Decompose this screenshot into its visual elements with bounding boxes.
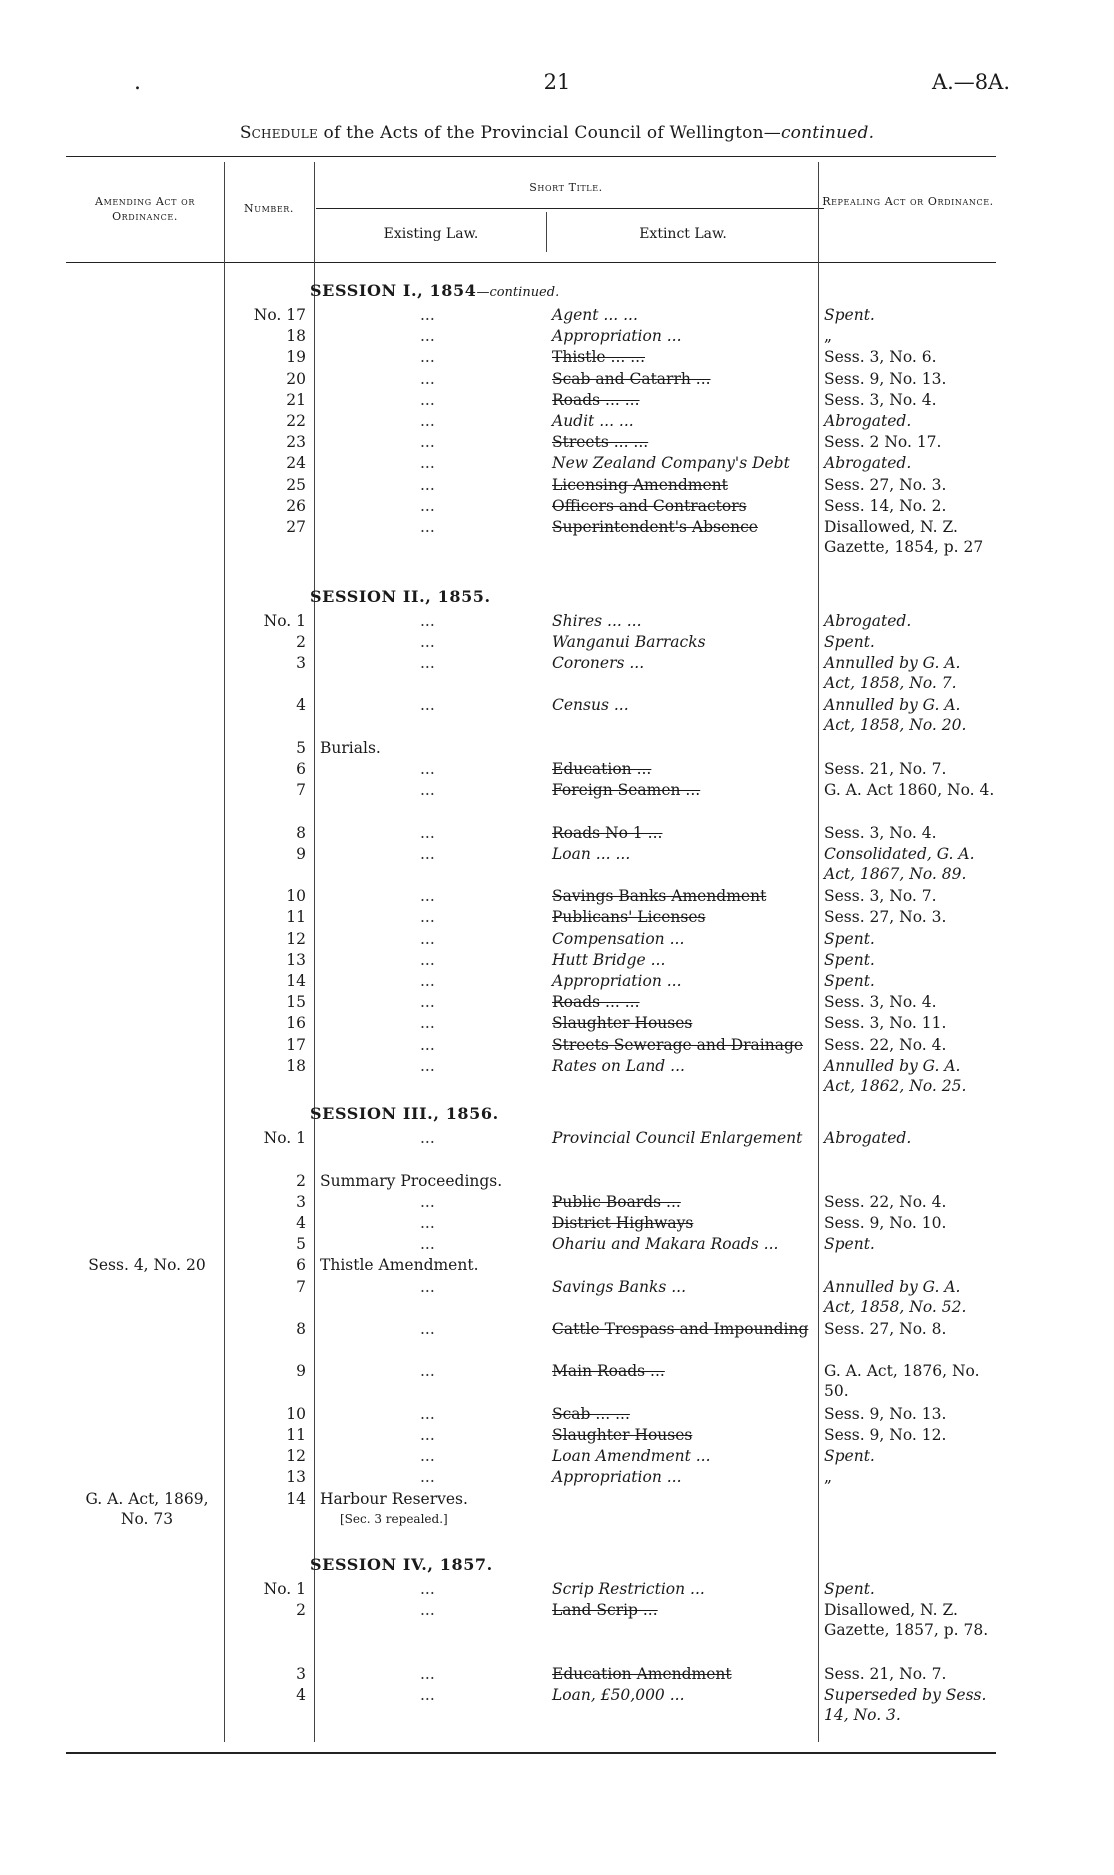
table-row xyxy=(0,347,1114,367)
col-header-repealing: Repealing Act or Ordinance. xyxy=(822,195,994,208)
table-row xyxy=(0,1056,1114,1095)
existing-law-note: [Sec. 3 repealed.] xyxy=(340,1511,448,1526)
existing-law-placeholder: ... xyxy=(420,327,435,346)
table-row xyxy=(0,1489,1114,1528)
extinct-law: Public Boards ... xyxy=(552,1192,681,1211)
act-number: 2 xyxy=(296,632,306,651)
session-heading xyxy=(310,281,830,300)
table-row xyxy=(0,611,1114,631)
table-row xyxy=(0,1467,1114,1487)
extinct-law: Superintendent's Absence xyxy=(552,518,758,536)
extinct-law: Coroners ... xyxy=(552,654,645,672)
extinct-law: Compensation ... xyxy=(552,929,685,948)
table-row xyxy=(0,369,1114,389)
table-row xyxy=(0,326,1114,346)
act-number: 3 xyxy=(296,1192,306,1211)
repealing-act: Sess. 27, No. 8. xyxy=(824,1320,947,1338)
extinct-law: Slaughter Houses xyxy=(552,1426,693,1444)
table-row xyxy=(0,1213,1114,1233)
table-row xyxy=(0,411,1114,431)
table-row xyxy=(0,950,1114,970)
amending-act: Sess. 4, No. 20 xyxy=(88,1256,206,1275)
act-number: 27 xyxy=(286,518,306,536)
table-top-rule xyxy=(66,156,996,157)
extinct-law: Foreign Seamen ... xyxy=(552,781,701,800)
act-number: 4 xyxy=(296,696,306,715)
table-row xyxy=(0,759,1114,779)
table-row xyxy=(0,844,1114,883)
extinct-law: Cattle Trespass and Impounding xyxy=(552,1320,809,1338)
table-row xyxy=(0,1255,1114,1275)
act-number: 17 xyxy=(286,1035,306,1054)
existing-law-placeholder: ... xyxy=(420,454,435,473)
act-number: 12 xyxy=(286,929,306,948)
repealing-act: Spent. xyxy=(824,929,875,948)
table-row xyxy=(0,1192,1114,1212)
act-number: 13 xyxy=(286,950,306,969)
existing-law-placeholder: ... xyxy=(420,369,435,388)
table-row xyxy=(0,517,1114,556)
table-row xyxy=(0,390,1114,410)
table-row xyxy=(0,305,1114,325)
existing-law-placeholder: ... xyxy=(420,1580,435,1598)
existing-law-placeholder: ... xyxy=(420,1235,435,1254)
table-row xyxy=(0,1579,1114,1599)
table-row xyxy=(0,632,1114,652)
existing-law-placeholder: ... xyxy=(420,1404,435,1423)
extinct-law: New Zealand Company's Debt xyxy=(552,454,790,473)
extinct-law: Roads ... ... xyxy=(552,390,640,409)
repealing-act: Annulled by G. A. Act, 1862, No. 25. xyxy=(824,1056,967,1095)
existing-law-placeholder: ... xyxy=(420,929,435,948)
existing-law-placeholder: ... xyxy=(420,412,435,430)
table-row xyxy=(0,1425,1114,1445)
existing-law-placeholder: ... xyxy=(420,475,435,494)
act-number: 8 xyxy=(296,823,306,842)
existing-law-placeholder: ... xyxy=(420,1320,435,1338)
act-number: 26 xyxy=(286,496,306,515)
repealing-act: Spent. xyxy=(824,632,875,651)
extinct-law: Scab and Catarrh ... xyxy=(552,369,711,388)
act-number: No. 1 xyxy=(263,1129,306,1148)
repealing-act: „ xyxy=(824,1468,833,1487)
title-main: of the Acts of the Provincial Council of Wellington— xyxy=(317,123,781,143)
act-number: 7 xyxy=(296,781,306,800)
repealing-act: Spent. xyxy=(824,306,875,324)
act-number: 3 xyxy=(296,654,306,672)
extinct-law: District Highways xyxy=(552,1214,694,1232)
repealing-act: Sess. 9, No. 13. xyxy=(824,1404,947,1423)
extinct-law: Loan Amendment ... xyxy=(552,1447,711,1466)
act-number: 16 xyxy=(286,1014,306,1033)
act-number: 18 xyxy=(286,1056,306,1075)
repealing-act: Sess. 21, No. 7. xyxy=(824,760,947,778)
table-row xyxy=(0,1404,1114,1424)
existing-law-placeholder: ... xyxy=(420,518,435,536)
extinct-law: Licensing Amendment xyxy=(552,475,728,494)
act-number: 2 xyxy=(296,1171,306,1190)
repealing-act: Sess. 3, No. 7. xyxy=(824,887,937,906)
table-row xyxy=(0,1685,1114,1724)
act-number: 11 xyxy=(286,1426,306,1444)
repealing-act: Sess. 9, No. 13. xyxy=(824,369,947,388)
table-row xyxy=(0,653,1114,692)
existing-law-placeholder: ... xyxy=(420,908,435,927)
repealing-act: Sess. 3, No. 6. xyxy=(824,348,937,367)
table-row xyxy=(0,907,1114,927)
act-number: 8 xyxy=(296,1320,306,1338)
extinct-law: Roads ... ... xyxy=(552,993,640,1012)
act-number: No. 17 xyxy=(253,306,306,324)
existing-law-placeholder: ... xyxy=(420,306,435,324)
act-number: 23 xyxy=(286,433,306,452)
act-number: 22 xyxy=(286,412,306,430)
existing-law-placeholder: ... xyxy=(420,632,435,651)
extinct-law: Land Scrip ... xyxy=(552,1601,658,1620)
act-number: 4 xyxy=(296,1214,306,1232)
existing-law-placeholder: ... xyxy=(420,844,435,863)
existing-law-placeholder: ... xyxy=(420,1447,435,1466)
extinct-law: Education ... xyxy=(552,760,652,778)
extinct-law: Streets ... ... xyxy=(552,433,649,452)
table-row xyxy=(0,971,1114,991)
existing-law-placeholder: ... xyxy=(420,823,435,842)
existing-law-placeholder: ... xyxy=(420,950,435,969)
table-row xyxy=(0,823,1114,843)
repealing-act: Sess. 9, No. 10. xyxy=(824,1214,947,1232)
table-row xyxy=(0,1600,1114,1640)
existing-law-placeholder: ... xyxy=(420,972,435,990)
existing-law-placeholder: ... xyxy=(420,1214,435,1232)
extinct-law: Slaughter Houses xyxy=(552,1014,693,1033)
table-row xyxy=(0,886,1114,906)
header-bottom-rule xyxy=(66,262,996,263)
existing-law-placeholder: ... xyxy=(420,887,435,906)
table-row xyxy=(0,929,1114,949)
act-number: No. 1 xyxy=(263,1580,306,1598)
session-continued: —continued. xyxy=(476,285,560,300)
act-number: 5 xyxy=(296,738,306,757)
act-number: 21 xyxy=(286,390,306,409)
repealing-act: Sess. 22, No. 4. xyxy=(824,1035,947,1054)
existing-law-placeholder: ... xyxy=(420,1192,435,1211)
repealing-act: Abrogated. xyxy=(824,454,912,473)
document-code: A.—8A. xyxy=(931,70,1010,94)
existing-law-placeholder: ... xyxy=(420,1035,435,1054)
act-number: 7 xyxy=(296,1277,306,1296)
act-number: 2 xyxy=(296,1601,306,1620)
repealing-act: Spent. xyxy=(824,1580,875,1598)
act-number: 10 xyxy=(286,1404,306,1423)
existing-law-placeholder: ... xyxy=(420,760,435,778)
repealing-act: Abrogated. xyxy=(824,1129,912,1148)
table-row xyxy=(0,695,1114,735)
table-row xyxy=(0,1035,1114,1055)
existing-law-placeholder: ... xyxy=(420,1277,435,1296)
repealing-act: Abrogated. xyxy=(824,611,912,630)
table-row xyxy=(0,1319,1114,1339)
repealing-act: Sess. 2 No. 17. xyxy=(824,433,942,452)
repealing-act: Sess. 9, No. 12. xyxy=(824,1426,947,1444)
act-number: 11 xyxy=(286,908,306,927)
act-number: 6 xyxy=(296,760,306,778)
existing-law-placeholder: ... xyxy=(420,1686,435,1704)
existing-law-placeholder: ... xyxy=(420,654,435,672)
act-number: 10 xyxy=(286,887,306,906)
existing-law: Harbour Reserves. xyxy=(320,1489,468,1508)
extinct-law: Ohariu and Makara Roads ... xyxy=(552,1235,779,1254)
repealing-act: Sess. 3, No. 4. xyxy=(824,993,937,1012)
col-header-amending: Amending Act or Ordinance. xyxy=(95,195,195,223)
repealing-act: Disallowed, N. Z. Gazette, 1857, p. 78. xyxy=(824,1601,989,1640)
extinct-law: Scab ... ... xyxy=(552,1404,630,1423)
act-number: 18 xyxy=(286,327,306,346)
header-dot: . xyxy=(134,70,141,95)
act-number: 13 xyxy=(286,1468,306,1487)
act-number: 14 xyxy=(286,972,306,990)
repealing-act: Sess. 27, No. 3. xyxy=(824,908,947,927)
existing-law-placeholder: ... xyxy=(420,433,435,452)
act-number: 24 xyxy=(286,454,306,473)
col-header-extinct: Extinct Law. xyxy=(639,226,727,242)
act-number: 19 xyxy=(286,348,306,367)
existing-law-placeholder: ... xyxy=(420,1468,435,1487)
table-row xyxy=(0,453,1114,473)
existing-law: Thistle Amendment. xyxy=(320,1256,479,1275)
repealing-act: Spent. xyxy=(824,950,875,969)
table-row xyxy=(0,496,1114,516)
table-row xyxy=(0,1234,1114,1254)
extinct-law: Hutt Bridge ... xyxy=(552,950,666,969)
extinct-law: Wanganui Barracks xyxy=(552,632,706,651)
extinct-law: Publicans' Licenses xyxy=(552,908,706,927)
repealing-act: Sess. 3, No. 4. xyxy=(824,390,937,409)
act-number: 9 xyxy=(296,1362,306,1381)
session-title: SESSION II., 1855. xyxy=(310,586,491,606)
extinct-law: Agent ... ... xyxy=(552,306,638,324)
table-row xyxy=(0,1013,1114,1033)
existing-law-placeholder: ... xyxy=(420,1362,435,1381)
existing-law-placeholder: ... xyxy=(420,1664,435,1683)
extinct-law: Rates on Land ... xyxy=(552,1056,685,1075)
repealing-act: Spent. xyxy=(824,972,875,990)
session-heading xyxy=(310,587,830,606)
col-header-existing: Existing Law. xyxy=(383,226,479,242)
existing-law-placeholder: ... xyxy=(420,1014,435,1033)
session-title: SESSION I., 1854 xyxy=(310,281,477,300)
existing-law-placeholder: ... xyxy=(420,1129,435,1148)
repealing-act: Annulled by G. A. Act, 1858, No. 7. xyxy=(824,654,961,692)
act-number: 5 xyxy=(296,1235,306,1254)
act-number: No. 1 xyxy=(263,611,306,630)
repealing-act: Disallowed, N. Z. Gazette, 1854, p. 27 xyxy=(824,518,984,556)
repealing-act: Annulled by G. A. Act, 1858, No. 52. xyxy=(824,1277,967,1316)
existing-law-placeholder: ... xyxy=(420,781,435,800)
table-row xyxy=(0,1664,1114,1684)
session-heading xyxy=(310,1104,830,1123)
extinct-law: Census ... xyxy=(552,696,629,715)
title-continued: continued. xyxy=(780,123,875,143)
extinct-law: Officers and Contractors xyxy=(552,496,747,515)
table-row xyxy=(0,1277,1114,1316)
extinct-law: Shires ... ... xyxy=(552,611,642,630)
repealing-act: G. A. Act 1860, No. 4. xyxy=(824,781,995,800)
act-number: 4 xyxy=(296,1686,306,1704)
session-title: SESSION IV., 1857. xyxy=(310,1555,493,1574)
repealing-act: Abrogated. xyxy=(824,412,912,430)
extinct-law: Appropriation ... xyxy=(552,972,682,990)
act-number: 25 xyxy=(286,475,306,494)
extinct-law: Audit ... ... xyxy=(552,412,634,430)
extinct-law: Loan ... ... xyxy=(552,844,631,863)
extinct-law: Main Roads ... xyxy=(552,1362,665,1381)
act-number: 3 xyxy=(296,1664,306,1683)
extinct-law: Appropriation ... xyxy=(552,327,682,346)
existing-law-placeholder: ... xyxy=(420,1601,435,1620)
session-title: SESSION III., 1856. xyxy=(310,1104,499,1124)
repealing-act: Consolidated, G. A. Act, 1867, No. 89. xyxy=(824,844,975,883)
existing-law-placeholder: ... xyxy=(420,611,435,630)
act-number: 12 xyxy=(286,1447,306,1466)
table-row xyxy=(0,738,1114,758)
existing-law-placeholder: ... xyxy=(420,1056,435,1075)
col-divider-3 xyxy=(546,212,547,252)
table-row xyxy=(0,475,1114,495)
col-header-number: Number. xyxy=(244,202,294,215)
act-number: 14 xyxy=(286,1489,306,1508)
extinct-law: Savings Banks Amendment xyxy=(552,887,767,906)
extinct-law: Roads No 1 ... xyxy=(552,823,663,842)
repealing-act: Annulled by G. A. Act, 1858, No. 20. xyxy=(824,696,967,735)
existing-law-placeholder: ... xyxy=(420,993,435,1012)
act-number: 9 xyxy=(296,844,306,863)
act-number: 20 xyxy=(286,369,306,388)
extinct-law: Scrip Restriction ... xyxy=(552,1580,705,1598)
existing-law: Summary Proceedings. xyxy=(320,1171,503,1190)
existing-law-placeholder: ... xyxy=(420,1426,435,1444)
repealing-act: Sess. 22, No. 4. xyxy=(824,1192,947,1211)
header-sub-rule xyxy=(316,208,824,209)
session-heading xyxy=(310,1555,830,1574)
extinct-law: Thistle ... ... xyxy=(552,348,646,367)
act-number: 6 xyxy=(296,1256,306,1275)
repealing-act: Sess. 21, No. 7. xyxy=(824,1664,947,1683)
amending-act: G. A. Act, 1869, No. 73 xyxy=(85,1489,209,1528)
table-row xyxy=(0,432,1114,452)
existing-law-placeholder: ... xyxy=(420,696,435,715)
existing-law: Burials. xyxy=(320,738,381,757)
existing-law-placeholder: ... xyxy=(420,496,435,515)
repealing-act: G. A. Act, 1876, No. 50. xyxy=(824,1362,980,1401)
extinct-law: Provincial Council Enlargement xyxy=(552,1129,803,1148)
page-title xyxy=(0,123,1114,143)
extinct-law: Streets Sewerage and Drainage xyxy=(552,1035,804,1054)
table-row xyxy=(0,992,1114,1012)
extinct-law: Loan, £50,000 ... xyxy=(552,1686,685,1704)
existing-law-placeholder: ... xyxy=(420,390,435,409)
repealing-act: Spent. xyxy=(824,1235,875,1254)
table-row xyxy=(0,780,1114,800)
table-row xyxy=(0,1128,1114,1148)
extinct-law: Appropriation ... xyxy=(552,1468,682,1487)
extinct-law: Education Amendment xyxy=(552,1664,732,1683)
repealing-act: Spent. xyxy=(824,1447,875,1466)
repealing-act: „ xyxy=(824,327,833,346)
page-number: 21 xyxy=(543,70,571,94)
table-row xyxy=(0,1446,1114,1466)
existing-law-placeholder: ... xyxy=(420,348,435,367)
repealing-act: Sess. 3, No. 11. xyxy=(824,1014,947,1033)
extinct-law: Savings Banks ... xyxy=(552,1277,687,1296)
repealing-act: Superseded by Sess. 14, No. 3. xyxy=(824,1686,987,1724)
repealing-act: Sess. 27, No. 3. xyxy=(824,475,947,494)
repealing-act: Sess. 3, No. 4. xyxy=(824,823,937,842)
table-row xyxy=(0,1361,1114,1401)
repealing-act: Sess. 14, No. 2. xyxy=(824,496,947,515)
col-header-short-title: Short Title. xyxy=(529,181,603,194)
act-number: 15 xyxy=(286,993,306,1012)
title-schedule-word: Schedule xyxy=(239,123,318,143)
table-bottom-rule xyxy=(66,1752,996,1754)
table-row xyxy=(0,1171,1114,1191)
